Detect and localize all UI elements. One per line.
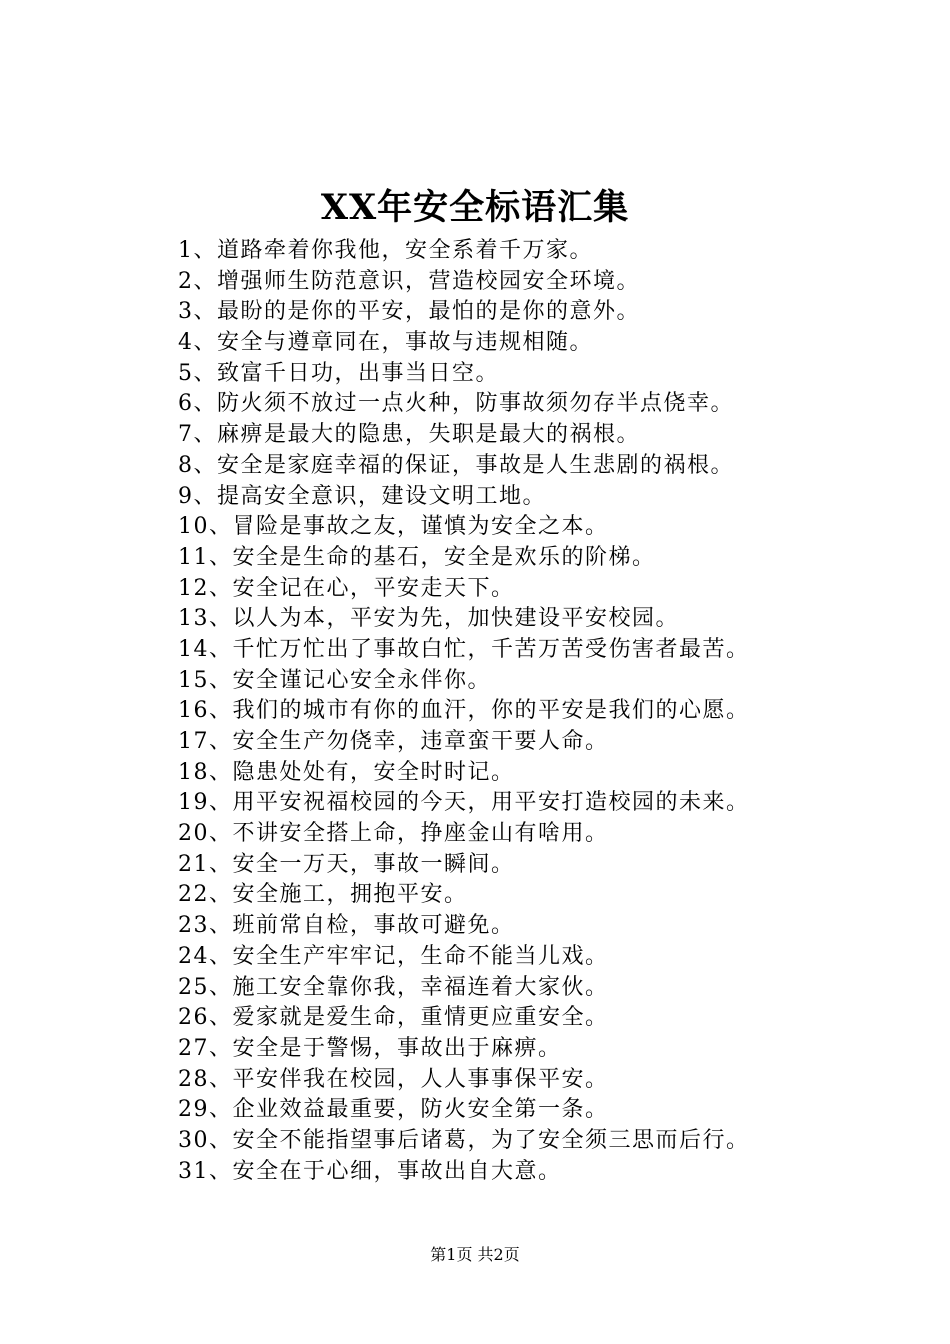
page-number-footer: 第1页 共2页 (430, 1245, 520, 1264)
list-item: 4、安全与遵章同在，事故与违规相随。 (178, 330, 593, 356)
list-item: 29、企业效益最重要，防火安全第一条。 (178, 1097, 609, 1123)
list-item: 23、班前常自检，事故可避免。 (178, 913, 515, 939)
list-item: 25、施工安全靠你我，幸福连着大家伙。 (178, 974, 609, 1000)
list-item: 7、麻痹是最大的隐患，失职是最大的祸根。 (178, 422, 640, 448)
list-item: 1、道路牵着你我他，安全系着千万家。 (178, 238, 593, 263)
list-item: 14、千忙万忙出了事故白忙，千苦万苦受伤害者最苦。 (178, 636, 750, 662)
list-item: 15、安全谨记心安全永伴你。 (178, 667, 491, 693)
list-item: 6、防火须不放过一点火种，防事故须勿存半点侥幸。 (178, 391, 734, 417)
document-title: XX年安全标语汇集 (320, 187, 630, 228)
list-item: 5、致富千日功，出事当日空。 (178, 360, 499, 386)
slogan-list (178, 236, 878, 1187)
list-item: 21、安全一万天，事故一瞬间。 (178, 851, 515, 877)
list-item: 18、隐患处处有，安全时时记。 (178, 759, 515, 785)
list-item: 3、最盼的是你的平安，最怕的是你的意外。 (178, 299, 640, 325)
list-item: 16、我们的城市有你的血汗，你的平安是我们的心愿。 (178, 698, 750, 724)
list-item: 22、安全施工，拥抱平安。 (178, 882, 468, 908)
list-item: 11、安全是生命的基石，安全是欢乐的阶梯。 (178, 544, 656, 570)
list-item: 2、增强师生防范意识，营造校园安全环境。 (178, 268, 640, 294)
list-item: 27、安全是于警惕，事故出于麻痹。 (178, 1035, 562, 1061)
list-item: 24、安全生产牢牢记，生命不能当儿戏。 (178, 943, 609, 969)
list-item: 26、爱家就是爱生命，重情更应重安全。 (178, 1005, 609, 1031)
list-item: 8、安全是家庭幸福的保证，事故是人生悲剧的祸根。 (178, 452, 734, 478)
list-item: 20、不讲安全搭上命，挣座金山有啥用。 (178, 821, 609, 847)
list-item: 28、平安伴我在校园，人人事事保平安。 (178, 1066, 609, 1092)
list-item: 19、用平安祝福校园的今天，用平安打造校园的未来。 (178, 790, 750, 816)
list-item: 9、提高安全意识，建设文明工地。 (178, 483, 546, 509)
list-item: 10、冒险是事故之友，谨慎为安全之本。 (178, 514, 609, 540)
list-item: 13、以人为本，平安为先，加快建设平安校园。 (178, 606, 679, 632)
list-item: 31、安全在于心细，事故出自大意。 (178, 1158, 562, 1184)
list-item: 17、安全生产勿侥幸，违章蛮干要人命。 (178, 729, 609, 754)
list-item: 30、安全不能指望事后诸葛，为了安全须三思而后行。 (178, 1127, 750, 1153)
list-item: 12、安全记在心，平安走天下。 (178, 575, 515, 601)
